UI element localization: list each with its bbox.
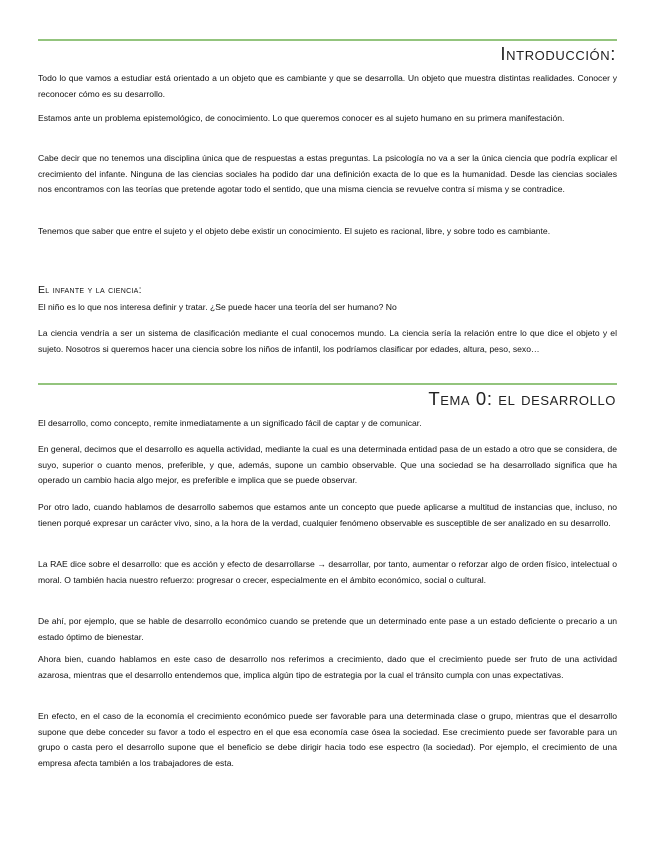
intro-paragraph-3: Cabe decir que no tenemos una disciplina única que de respuestas a estas preguntas. La psicología no va a ser la única ciencia que podría explicar el crecimiento del infante. Ninguna de las ciencias sociales ha podido dar una definición exacta de lo que es la humanidad. Desde las ciencias sociales nos encontramos con las teorías que pretende agotar todo el sentido, que una misma ciencia se revuelve contra sí misma y se contradice. [38, 153, 617, 194]
tema0-paragraph-6: Ahora bien, cuando hablamos en este caso de desarrollo nos referimos a crecimiento, dado que el crecimiento puede ser fruto de una actividad azarosa, mientras que el desarrollo entendemos que, implica algún tipo de estrategia por la cual el tránsito cumpla con unas expectativas. [38, 654, 617, 680]
infant-section-title: El infante y la ciencia: [38, 284, 142, 296]
infant-paragraph-1: El niño es lo que nos interesa definir y tratar. ¿Se puede hacer una teoría del ser humano? No [38, 302, 397, 312]
infant-paragraph-2: La ciencia vendría a ser un sistema de clasificación mediante el cual conocemos mundo. La ciencia sería la relación entre lo que dice el objeto y el sujeto. Nosotros si queremos hacer una ciencia sobre los niños de infantil, los podríamos clasificar por edades, altura, peso, sexo… [38, 328, 617, 354]
intro-paragraph-1: Todo lo que vamos a estudiar está orientado a un objeto que es cambiante y que se desarrolla. Un objeto que muestra distintas realidades. Conocer y reconocer cómo es su desarrollo. [38, 73, 617, 99]
tema0-paragraph-5: De ahí, por ejemplo, que se hable de desarrollo económico cuando se pretende que un determinado ente pase a un estado deficiente o precario a un estado óptimo de bienestar. [38, 616, 617, 642]
tema0-paragraph-4: La RAE dice sobre el desarrollo: que es acción y efecto de desarrollarse → desarrollar, por tanto, aumentar o reforzar algo de orden físico, intelectual o moral. O también hacia nuestro refuerzo: progresar o crecer, especialmente en el ámbito económico, social o cultural. [38, 559, 617, 585]
tema0-paragraph-2: En general, decimos que el desarrollo es aquella actividad, mediante la cual es una determinada entidad pasa de un estado a otro que se considera, de suyo, superior o cuanto menos, preferible, y que, además, supone un cambio observable. Que una sociedad se ha desarrollado significa que ha operado un cambio hacia algo mejor, es preferible e implica que se puede observar. [38, 444, 617, 485]
tema0-title: Tema 0: el desarrollo [428, 388, 616, 409]
intro-paragraph-4: Tenemos que saber que entre el sujeto y el objeto debe existir un conocimiento. El sujeto es racional, libre, y sobre todo es cambiante. [38, 226, 551, 236]
section-divider-tema0 [38, 383, 617, 385]
tema0-paragraph-1: El desarrollo, como concepto, remite inmediatamente a un significado fácil de captar y de comunicar. [38, 418, 422, 428]
intro-paragraph-2: Estamos ante un problema epistemológico, de conocimiento. Lo que queremos conocer es al sujeto humano en su primera manifestación. [38, 113, 565, 123]
tema0-paragraph-7: En efecto, en el caso de la economía el crecimiento económico puede ser favorable para una determinada clase o grupo, mientras que el desarrollo supone que debe conceder su favor a todo el espectro en el que esa economía case ósea la sociedad. Ese crecimiento puede ser favorable para un grupo o casta pero el desarrollo supone que el beneficio se debe dirigir hacia todo ese espectro (la sociedad). Por ejemplo, el crecimiento de una empresa afecta también a los trabajadores de esta. [38, 711, 617, 768]
tema0-paragraph-3: Por otro lado, cuando hablamos de desarrollo sabemos que estamos ante un concepto que puede aplicarse a multitud de instancias que, incluso, no tienen porqué expresar un carácter vivo, sino, a la hora de la verdad, cualquier fenómeno observable es susceptible de ser analizado en su desarrollo. [38, 502, 617, 528]
section-divider-intro [38, 39, 617, 41]
intro-title: Introducción: [500, 43, 616, 64]
